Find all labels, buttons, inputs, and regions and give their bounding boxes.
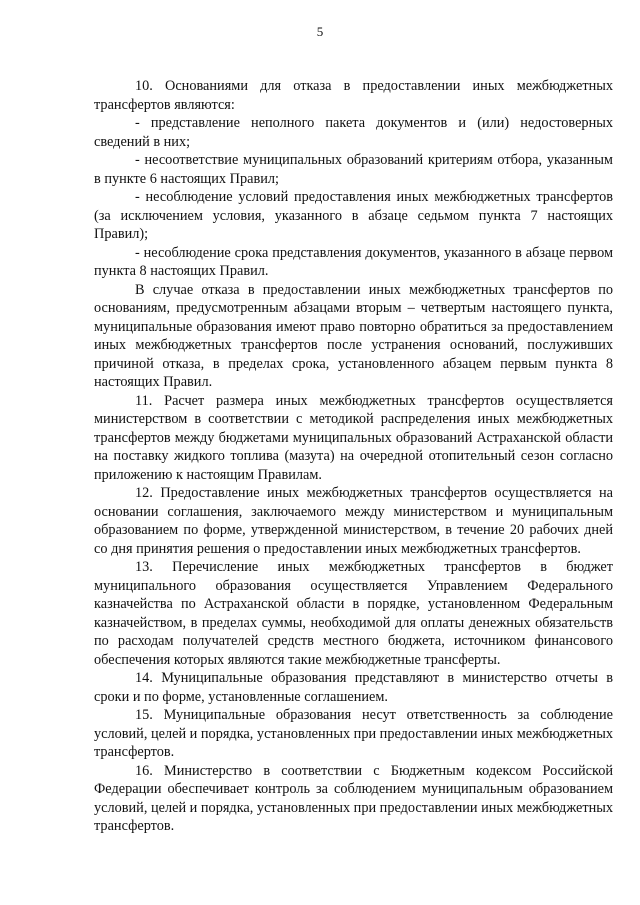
document-body: [94, 77, 613, 836]
paragraph-12: 12. Предоставление иных межбюджетных трансфертов осуществляется на основании соглашения, заключаемого между министерством и муниципальным образованием по форме, утвержденной министерством, в течение 20 рабочих дней со дня принятия решения о предоставлении иных межбюджетных трансфертов.: [94, 485, 613, 557]
paragraph-10-item-1: - представление неполного пакета документов и (или) недостоверных сведений в них;: [94, 115, 613, 150]
paragraph-10-item-3: - несоблюдение условий предоставления иных межбюджетных трансфертов (за исключением условия, указанного в абзаце седьмом пункта 7 настоящих Правил);: [94, 189, 613, 242]
page-number: 5: [316, 24, 324, 39]
paragraph-10-intro: 10. Основаниями для отказа в предоставлении иных межбюджетных трансфертов являются:: [94, 78, 613, 113]
paragraph-16: 16. Министерство в соответствии с Бюджетным кодексом Российской Федерации обеспечивает контроль за соблюдением муниципальным образованием условий, целей и порядка, установленных при предоставлении иных межбюджетных трансфертов.: [94, 762, 614, 834]
paragraph-13: 13. Перечисление иных межбюджетных трансфертов в бюджет муниципального образования осуществляется Управлением Федерального казначейства по Астраханской области в порядке, установленном Федеральным казначейством, в пределах суммы, необходимой для оплаты денежных обязательств по расходам получателей средств местного бюджета, источником финансового обеспечения которых являются такие межбюджетные трансферты.: [94, 559, 613, 668]
paragraph-10-item-2: - несоответствие муниципальных образований критериям отбора, указанным в пункте 6 настоящих Правил;: [94, 152, 613, 187]
paragraph-11: 11. Расчет размера иных межбюджетных трансфертов осуществляется министерством в соответствии с методикой распределения иных межбюджетных трансфертов между бюджетами муниципальных образований Астраханской области на поставку жидкого топлива (мазута) на очередной отопительный сезон согласно приложению к настоящим Правилам.: [94, 392, 613, 483]
paragraph-15: 15. Муниципальные образования несут ответственность за соблюдение условий, целей и порядка, установленных при предоставлении иных межбюджетных трансфертов.: [94, 707, 614, 760]
paragraph-10-refusal-note: В случае отказа в предоставлении иных межбюджетных трансфертов по основаниям, предусмотренным абзацами вторым – четвертым настоящего пункта, муниципальные образования имеют право повторно обратиться за предоставлением иных межбюджетных трансфертов после устранения оснований, послуживших причиной отказа, в пределах срока, установленного абзацем первым пункта 8 настоящих Правил.: [94, 281, 613, 390]
paragraph-10-item-4: - несоблюдение срока представления документов, указанного в абзаце первом пункта 8 настоящих Правил.: [94, 244, 613, 279]
paragraph-14: 14. Муниципальные образования представляют в министерство отчеты в сроки и по форме, установленные соглашением.: [94, 670, 613, 705]
